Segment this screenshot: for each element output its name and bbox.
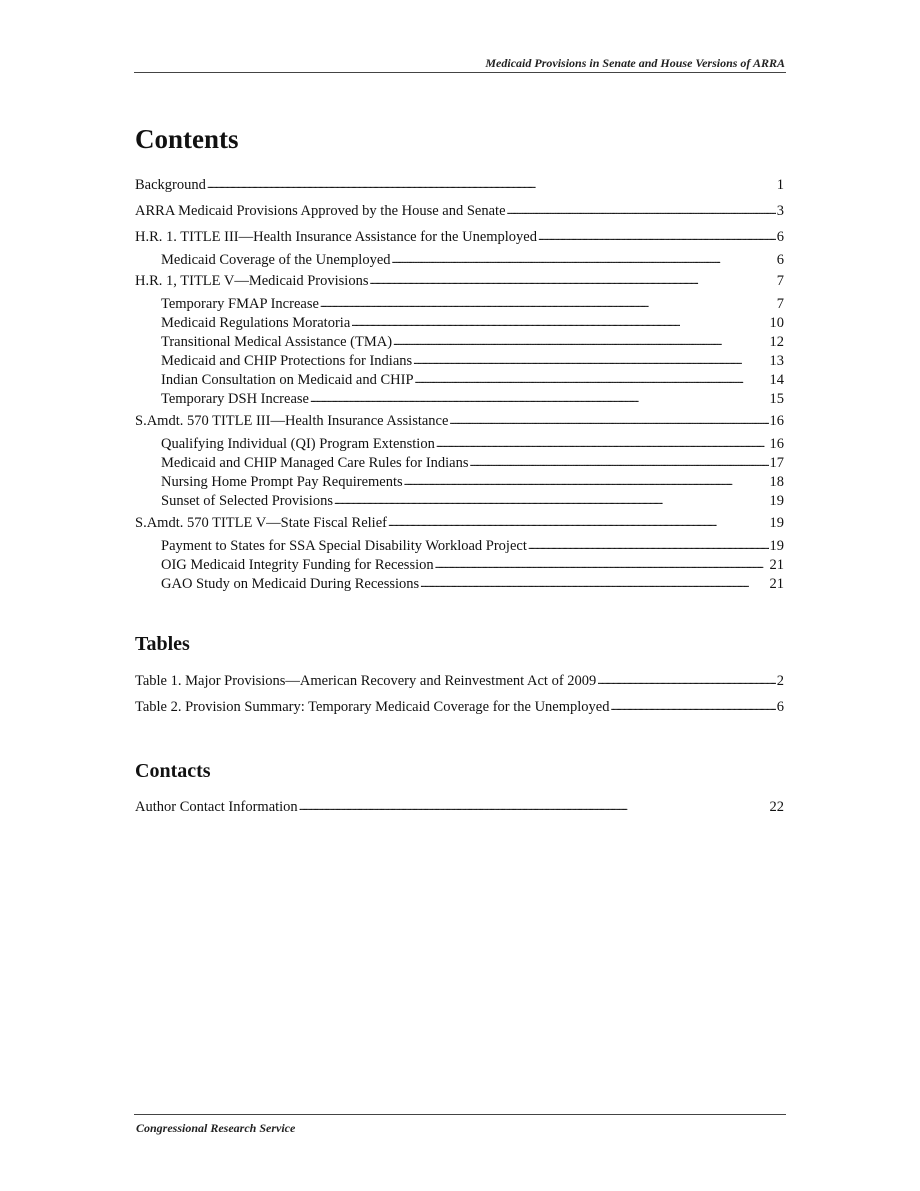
toc-entry-fmap[interactable] [135, 296, 784, 313]
toc-entry[interactable] [135, 0, 784, 17]
leader-dots [420, 575, 768, 593]
toc-label: Temporary DSH Increase [161, 391, 309, 407]
toc-page: 7 [776, 296, 784, 312]
leader-dots [436, 435, 769, 453]
leader-dots [369, 272, 775, 290]
footer-divider [134, 1114, 786, 1115]
toc-entry-arra-provisions[interactable] [135, 203, 784, 220]
toc-entry-tma[interactable] [135, 334, 784, 351]
toc-label: GAO Study on Medicaid During Recessions [161, 576, 420, 592]
toc-label: Table 1. Major Provisions—American Recovery and Reinvestment Act of 2009 [135, 673, 597, 689]
toc-label: Indian Consultation on Medicaid and CHIP [161, 372, 414, 388]
leader-dots [449, 412, 768, 430]
toc-entry-table-1[interactable] [135, 673, 784, 690]
toc-entry-medicaid-coverage-unemployed[interactable] [135, 252, 784, 269]
toc-page: 1 [776, 177, 784, 193]
toc-page: 22 [769, 799, 784, 815]
toc-page: 12 [769, 334, 784, 350]
toc-page: 19 [769, 538, 784, 554]
leader-dots [310, 390, 769, 408]
toc-entry-managed-care-indians[interactable] [135, 455, 784, 472]
leader-dots [413, 352, 768, 370]
toc-entry-samdt-title-iii[interactable] [135, 413, 784, 430]
toc-label: Author Contact Information [135, 799, 298, 815]
toc-entry-sunset[interactable] [135, 493, 784, 510]
toc-label: H.R. 1, TITLE V—Medicaid Provisions [135, 273, 369, 289]
toc-label: Transitional Medical Assistance (TMA) [161, 334, 393, 350]
leader-dots [351, 314, 768, 332]
toc-entry-ssa-payment[interactable] [135, 538, 784, 555]
toc-page: 21 [769, 557, 784, 573]
toc-entry-author-contact[interactable] [135, 799, 784, 816]
toc-label: Qualifying Individual (QI) Program Extenstion [161, 436, 435, 452]
toc-page: 13 [769, 353, 784, 369]
toc-page: 16 [769, 436, 784, 452]
running-header: Medicaid Provisions in Senate and House Versions of ARRA [485, 56, 785, 70]
leader-dots [507, 202, 776, 220]
leader-dots [392, 251, 776, 269]
leader-dots [610, 698, 775, 716]
toc-page: 18 [769, 474, 784, 490]
toc-label: Sunset of Selected Provisions [161, 493, 333, 509]
toc-page: 14 [769, 372, 784, 388]
leader-dots [320, 295, 776, 313]
toc-entry-title-iii-house[interactable] [135, 229, 784, 246]
tables-heading: Tables [135, 633, 190, 655]
toc-entry-indian-consultation[interactable] [135, 372, 784, 389]
toc-entry-title-v-house[interactable] [135, 273, 784, 290]
leader-dots [435, 556, 769, 574]
toc-label: Table 2. Provision Summary: Temporary Medicaid Coverage for the Unemployed [135, 699, 610, 715]
toc-label: Medicaid Coverage of the Unemployed [161, 252, 391, 268]
toc-page: 6 [776, 699, 784, 715]
toc-label: Nursing Home Prompt Pay Requirements [161, 474, 403, 490]
running-footer: Congressional Research Service [136, 1121, 296, 1135]
toc-entry-background[interactable] [135, 177, 784, 194]
leader-dots [334, 492, 769, 510]
toc-label: S.Amdt. 570 TITLE III—Health Insurance Assistance [135, 413, 449, 429]
toc-page: 6 [776, 252, 784, 268]
leader-dots [597, 672, 775, 690]
leader-dots [415, 371, 769, 389]
leader-dots [470, 454, 769, 472]
leader-dots [528, 537, 769, 555]
toc-entry-regulations-moratoria[interactable] [135, 315, 784, 332]
leader-dots [404, 473, 769, 491]
toc-entry-oig-funding[interactable] [135, 557, 784, 574]
toc-page: 6 [776, 229, 784, 245]
toc-label: OIG Medicaid Integrity Funding for Recession [161, 557, 434, 573]
toc-entry-nursing-home[interactable] [135, 474, 784, 491]
toc-entry-gao-study[interactable] [135, 576, 784, 593]
toc-label: Temporary FMAP Increase [161, 296, 319, 312]
leader-dots [538, 228, 776, 246]
contacts-heading: Contacts [135, 760, 211, 782]
toc-label: S.Amdt. 570 TITLE V—State Fiscal Relief [135, 515, 387, 531]
leader-dots [393, 333, 768, 351]
toc-entry-samdt-title-v[interactable] [135, 515, 784, 532]
leader-dots [207, 176, 776, 194]
toc-label: ARRA Medicaid Provisions Approved by the House and Senate [135, 203, 506, 219]
toc-entry-protections-indians[interactable] [135, 353, 784, 370]
toc-page: 2 [776, 673, 784, 689]
toc-page: 15 [769, 391, 784, 407]
toc-label: Medicaid and CHIP Protections for Indians [161, 353, 413, 369]
toc-page: 7 [776, 273, 784, 289]
toc-page: 19 [769, 515, 784, 531]
contents-heading: Contents [135, 124, 239, 154]
toc-page: 3 [776, 203, 784, 219]
toc-label: Background [135, 177, 206, 193]
toc-label: H.R. 1. TITLE III—Health Insurance Assistance for the Unemployed [135, 229, 537, 245]
toc-page: 16 [769, 413, 784, 429]
leader-dots [299, 798, 769, 816]
toc-page: 21 [769, 576, 784, 592]
toc-page: 10 [769, 315, 784, 331]
toc-page: 17 [769, 455, 784, 471]
toc-label: Medicaid and CHIP Managed Care Rules for Indians [161, 455, 469, 471]
leader-dots [388, 514, 769, 532]
header-divider [134, 72, 786, 73]
toc-entry-table-2[interactable] [135, 699, 784, 716]
toc-entry-qi-program[interactable] [135, 436, 784, 453]
toc-label: Medicaid Regulations Moratoria [161, 315, 351, 331]
toc-entry-dsh-increase[interactable] [135, 391, 784, 408]
toc-label: Payment to States for SSA Special Disability Workload Project [161, 538, 527, 554]
toc-page: 19 [769, 493, 784, 509]
